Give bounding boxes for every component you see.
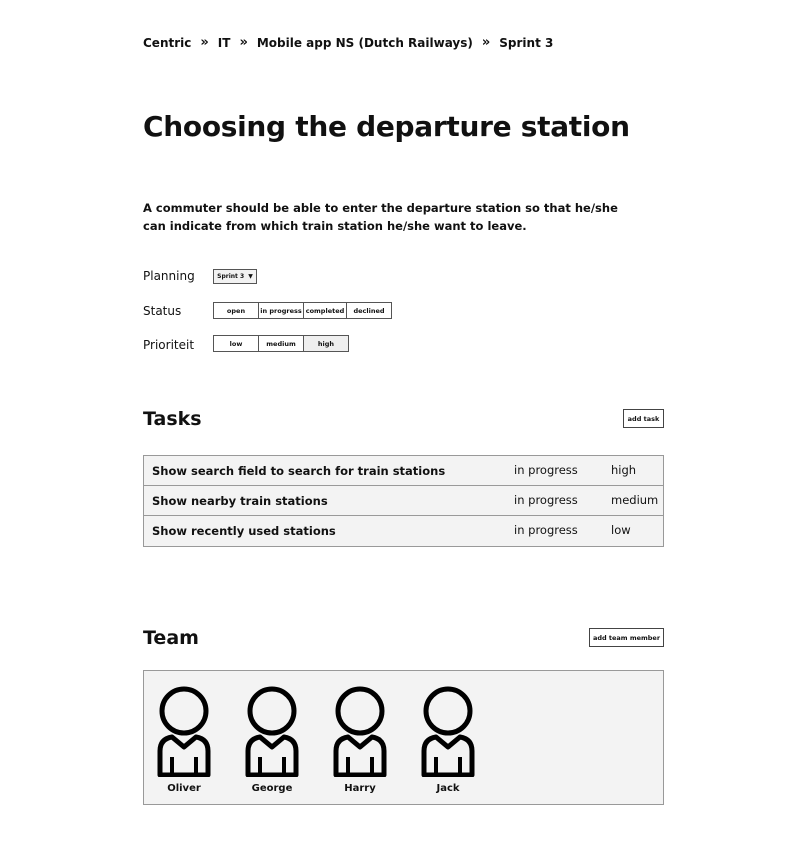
user-avatar-icon [238, 685, 306, 777]
tasks-heading: Tasks [143, 408, 202, 430]
task-row[interactable] [144, 456, 663, 486]
status-segmented-control [213, 302, 392, 319]
task-status: in progress [514, 523, 578, 537]
story-description: A commuter should be able to enter the departure station so that he/she can indicate from which train station he/she want to leave. [143, 201, 618, 233]
breadcrumb-separator: » [200, 35, 209, 50]
status-option-completed[interactable]: completed [304, 303, 347, 318]
add-team-member-button[interactable]: add team member [589, 628, 664, 647]
planning-selected-value: Sprint 3 [217, 273, 245, 280]
task-row[interactable] [144, 516, 663, 546]
breadcrumb-item-centric[interactable]: Centric [143, 35, 192, 50]
breadcrumb-item-sprint[interactable]: Sprint 3 [499, 35, 554, 50]
priority-segmented-control [213, 335, 349, 352]
priority-option-low[interactable]: low [214, 336, 259, 351]
task-priority: medium [611, 493, 659, 507]
team-member-name: Harry [344, 783, 376, 794]
task-status: in progress [514, 463, 578, 477]
team-member-name: Oliver [167, 783, 201, 794]
priority-option-medium[interactable]: medium [259, 336, 304, 351]
team-member-name: Jack [436, 783, 460, 794]
team-member-card[interactable] [413, 685, 483, 794]
team-member-card[interactable] [325, 685, 395, 794]
status-option-declined[interactable]: declined [347, 303, 391, 318]
user-avatar-icon [414, 685, 482, 777]
breadcrumb [143, 35, 553, 50]
task-priority: low [611, 523, 631, 537]
task-title: Show search field to search for train stations [152, 464, 446, 478]
task-title: Show nearby train stations [152, 494, 328, 508]
task-priority: high [611, 463, 637, 477]
planning-label: Planning [143, 269, 195, 283]
breadcrumb-separator: » [239, 35, 248, 50]
team-member-card[interactable] [237, 685, 307, 794]
breadcrumb-separator: » [481, 35, 491, 50]
tasks-table [143, 455, 664, 547]
chevron-down-icon: ▼ [248, 273, 253, 280]
team-member-card[interactable] [149, 685, 219, 794]
page-title: Choosing the departure station [143, 110, 630, 143]
planning-select[interactable] [213, 269, 257, 284]
task-title: Show recently used stations [152, 524, 336, 538]
status-option-open[interactable]: open [214, 303, 259, 318]
status-option-in-progress[interactable]: in progress [259, 303, 304, 318]
user-avatar-icon [150, 685, 218, 777]
team-members-panel [143, 670, 664, 805]
task-row[interactable] [144, 486, 663, 516]
add-task-button[interactable]: add task [623, 409, 664, 428]
status-label: Status [143, 304, 182, 318]
task-status: in progress [514, 493, 578, 507]
team-member-name: George [251, 783, 293, 794]
priority-option-high[interactable]: high [304, 336, 348, 351]
user-avatar-icon [326, 685, 394, 777]
breadcrumb-item-project[interactable]: Mobile app NS (Dutch Railways) [256, 35, 473, 50]
breadcrumb-item-it[interactable]: IT [217, 35, 231, 50]
team-heading: Team [143, 627, 199, 649]
priority-label: Prioriteit [143, 338, 195, 352]
